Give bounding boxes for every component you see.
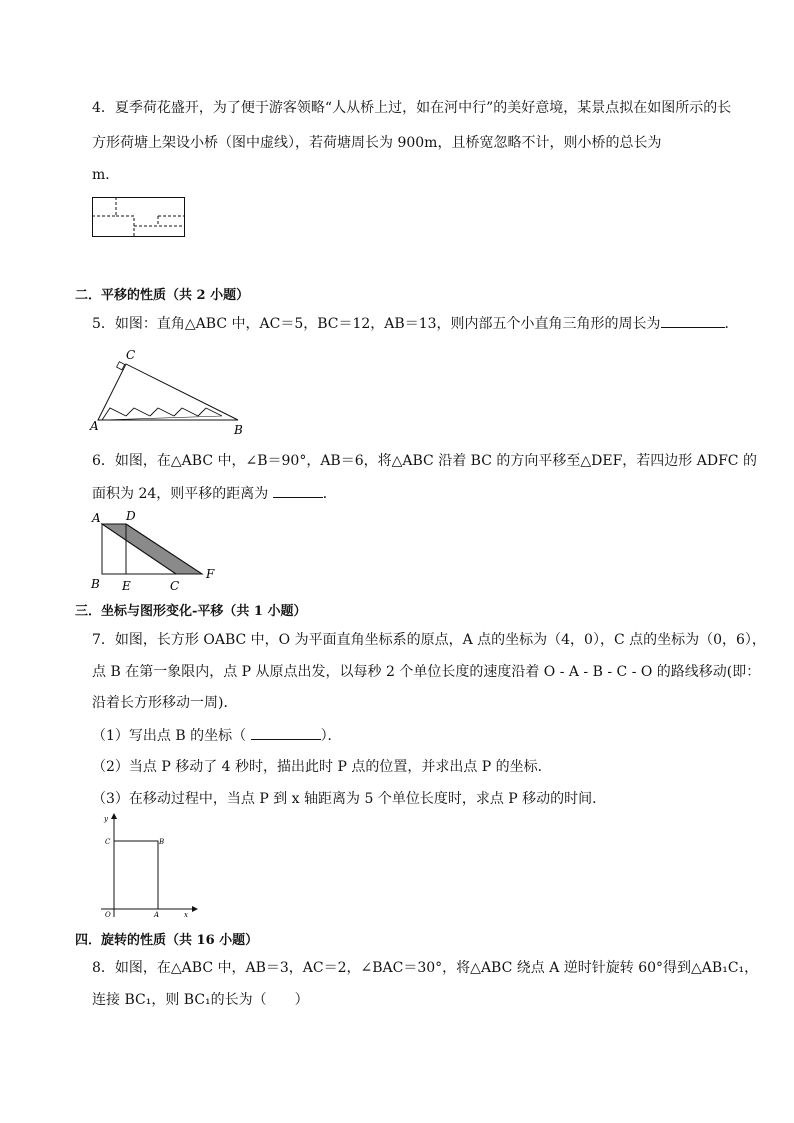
q7-line3: 沿着长方形移动一周)．	[92, 695, 238, 711]
q7-sub1-end: ）．	[320, 728, 342, 744]
q6-line2	[92, 483, 337, 504]
q5-line1	[92, 313, 739, 334]
q6-translation-figure	[88, 509, 218, 593]
q6-answer-blank[interactable]	[273, 483, 323, 498]
q6-label-d: D	[126, 509, 136, 523]
q7-sub1	[92, 725, 342, 746]
q4-line1: 4．夏季荷花盛开，为了便于游客领略“人从桥上过，如在河中行”的美好意境，某景点拟在如图所示的长	[92, 100, 732, 116]
q6-label-a: A	[92, 511, 101, 525]
section-heading-coordinate-translation: 三．坐标与图形变化-平移（共 1 小题）	[75, 604, 307, 619]
q5-label-b: B	[234, 423, 243, 437]
pond-bridge-figure	[92, 197, 186, 237]
q5-label-a: A	[90, 419, 99, 433]
q7-line1: 7．如图，长方形 OABC 中，O 为平面直角坐标系的原点，A 点的坐标为（4，0），C 点的坐标为（0，6），	[92, 632, 766, 648]
q5-text: 5．如图：直角△ABC 中，AC＝5，BC＝12，AB＝13，则内部五个小直角三角形的周长为	[92, 316, 661, 332]
q7-label-c: C	[105, 838, 111, 846]
q7-answer-blank[interactable]	[251, 725, 321, 740]
q8-line1: 8．如图，在△ABC 中，AB＝3，AC＝2，∠BAC＝30°，将△ABC 绕点 A 逆时针旋转 60°得到△AB₁C₁，	[92, 960, 759, 976]
q6-label-f: F	[206, 567, 215, 581]
q7-label-y: y	[104, 815, 108, 823]
q7-coordinate-figure	[98, 813, 208, 918]
q7-label-b: B	[159, 838, 165, 846]
q7-sub1-text: （1）写出点 B 的坐标（	[92, 728, 247, 744]
q5-answer-blank[interactable]	[661, 313, 725, 328]
q7-line2: 点 B 在第一象限内，点 P 从原点出发，以每秒 2 个单位长度的速度沿着 O - A - B - C - O 的路线移动(即：	[92, 664, 761, 680]
q6-text: 面积为 24，则平移的距离为	[92, 486, 269, 502]
q7-sub3: （3）在移动过程中，当点 P 到 x 轴距离为 5 个单位长度时，求点 P 移动的时间．	[92, 791, 607, 807]
q7-label-a: A	[154, 911, 160, 919]
q7-label-o: O	[105, 911, 111, 919]
q6-line1: 6．如图，在△ABC 中，∠B＝90°，AB＝6，将△ABC 沿着 BC 的方向平移至△DEF，若四边形 ADFC 的	[92, 453, 757, 469]
q6-label-e: E	[122, 579, 131, 593]
q6-label-b: B	[91, 577, 100, 591]
q4-line3: m．	[92, 167, 120, 183]
q7-label-x: x	[184, 911, 188, 919]
q4-line2: 方形荷塘上架设小桥（图中虚线），若荷塘周长为 900m，且桥宽忽略不计，则小桥的总长为	[92, 135, 662, 151]
q7-sub2: （2）当点 P 移动了 4 秒时，描出此时 P 点的位置，并求出点 P 的坐标．	[92, 759, 552, 775]
q5-end: ．	[724, 316, 739, 332]
section-heading-translation: 二．平移的性质（共 2 小题）	[75, 288, 250, 303]
q8-line2: 连接 BC₁，则 BC₁的长为（ ）	[92, 992, 309, 1008]
q6-label-c: C	[170, 579, 180, 593]
q5-triangle-figure	[88, 348, 248, 437]
q5-label-c: C	[126, 348, 136, 362]
q6-end: ．	[322, 486, 337, 502]
section-heading-rotation: 四．旋转的性质（共 16 小题）	[75, 933, 259, 948]
